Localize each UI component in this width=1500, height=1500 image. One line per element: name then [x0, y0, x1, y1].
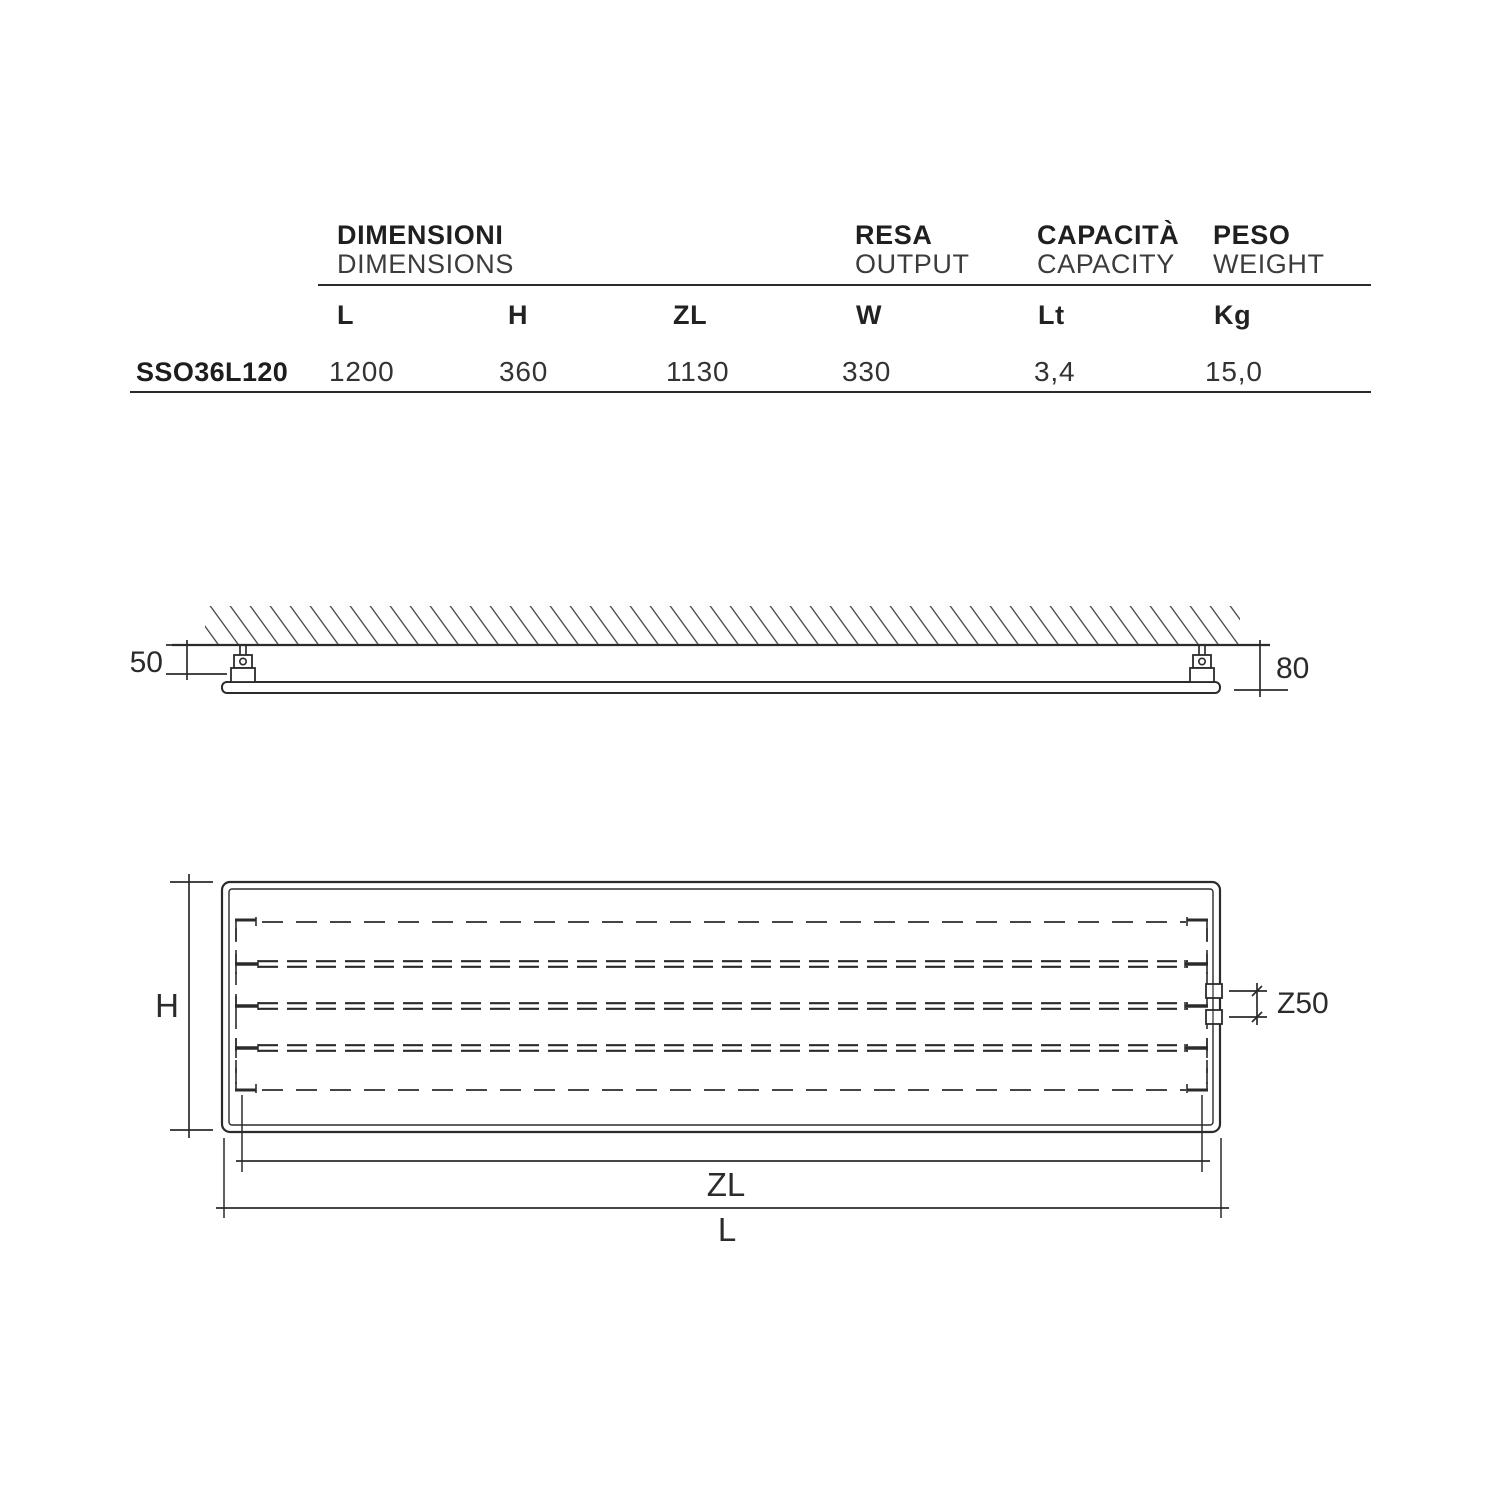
- dim-height-label: H: [155, 987, 179, 1024]
- group-label-it: RESA: [855, 220, 933, 250]
- group-label-en: DIMENSIONS: [337, 249, 515, 279]
- side-panel-bar: [222, 682, 1220, 693]
- model-code: SSO36L120: [136, 357, 289, 387]
- value-w: 330: [842, 356, 892, 387]
- value-zl: 1130: [666, 356, 730, 387]
- dim-connection-spacing: [1229, 983, 1267, 1025]
- panel-outer-frame: [222, 882, 1220, 1132]
- group-label-en: OUTPUT: [855, 249, 970, 279]
- group-label-en: WEIGHT: [1213, 249, 1325, 279]
- unit-header-h: H: [508, 300, 529, 330]
- dim-wall-gap-label: 50: [129, 646, 163, 679]
- dim-connection-spacing-label: Z50: [1277, 987, 1329, 1020]
- group-label-it: DIMENSIONI: [337, 220, 504, 250]
- wall-hatch: [205, 606, 1240, 645]
- group-label-it: CAPACITÀ: [1037, 220, 1180, 250]
- dim-depth-label: 80: [1276, 652, 1310, 685]
- dim-length-label: L: [717, 1211, 737, 1248]
- front-view: [155, 874, 1329, 1248]
- unit-header-w: W: [856, 300, 883, 330]
- value-lt: 3,4: [1034, 356, 1076, 387]
- dim-pipe-length-label: ZL: [706, 1166, 746, 1203]
- unit-header-l: L: [337, 300, 355, 330]
- unit-header-kg: Kg: [1214, 300, 1252, 330]
- mount-bracket-right: [1190, 646, 1214, 682]
- group-label-it: PESO: [1213, 220, 1291, 250]
- value-l: 1200: [329, 356, 395, 387]
- mount-bracket-left: [231, 646, 255, 682]
- bracket-screw-icon: [240, 658, 246, 664]
- unit-header-zl: ZL: [673, 300, 708, 330]
- value-h: 360: [499, 356, 549, 387]
- bracket-screw-icon: [1199, 658, 1205, 664]
- group-label-en: CAPACITY: [1037, 249, 1175, 279]
- value-kg: 15,0: [1205, 356, 1263, 387]
- side-view: [130, 606, 1310, 697]
- unit-header-lt: Lt: [1038, 300, 1065, 330]
